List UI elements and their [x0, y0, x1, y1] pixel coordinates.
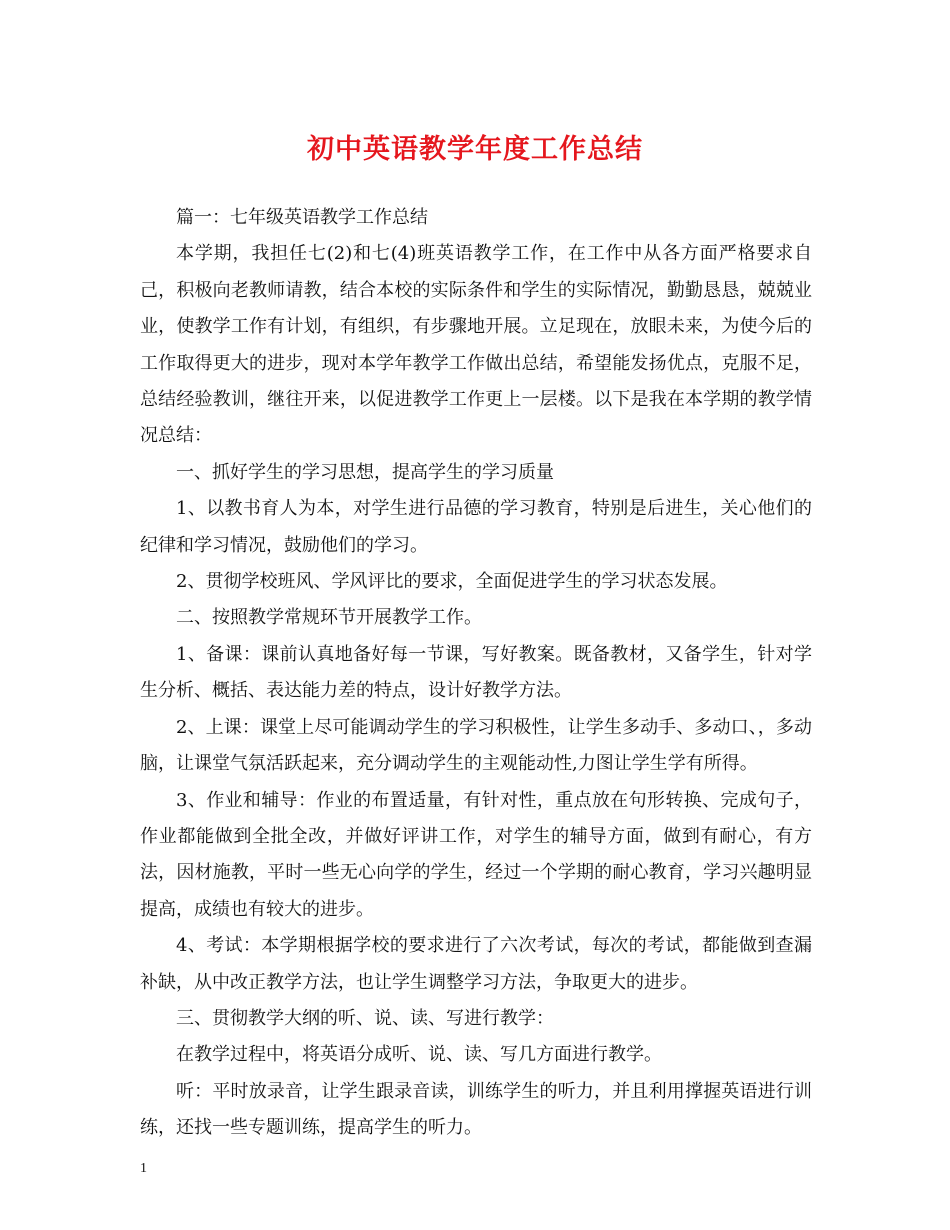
body-paragraph: 二、按照教学常规环节开展教学工作。 [176, 607, 482, 629]
page-number: 1 [140, 1161, 147, 1176]
body-paragraph: 1、以教书育人为本，对学生进行品德的学习教育，特别是后进生，关心他们的纪律和学习情况，鼓励他们的学习。 [140, 498, 812, 556]
body-paragraph: 2、上课：课堂上尽可能调动学生的学习积极性，让学生多动手、多动口、，多动脑，让课堂气氛活跃起来，充分调动学生的主观能动性,力图让学生学有所得。 [140, 716, 812, 775]
body-paragraph: 本学期，我担任七(2)和七(4)班英语教学工作，在工作中从各方面严格要求自己，积极向老教师请教，结合本校的实际条件和学生的实际情况，勤勤恳恳，兢兢业业，使教学工作有计划，有组织，有步骤地开展。立足现在，放眼未来，为使今后的工作取得更大的进步，现对本学年教学工作做出总结，希望能发扬优点，克服不足，总结经验教训，继往开来，以促进教学工作更上一层楼。以下是我在本学期的教学情况总结： [140, 243, 812, 447]
body-paragraph: 一、抓好学生的学习思想，提高学生的学习质量 [176, 461, 554, 483]
body-paragraph: 三、贯彻教学大纲的听、说、读、写进行教学： [176, 1007, 554, 1029]
body-paragraph: 4、考试：本学期根据学校的要求进行了六次考试，每次的考试，都能做到查漏补缺，从中改正教学方法，也让学生调整学习方法，争取更大的进步。 [140, 935, 812, 993]
document-title: 初中英语教学年度工作总结 [307, 134, 643, 165]
body-paragraph: 在教学过程中，将英语分成听、说、读、写几方面进行教学。 [176, 1044, 662, 1066]
body-paragraph: 篇一：七年级英语教学工作总结 [176, 207, 428, 228]
body-paragraph: 2、贯彻学校班风、学风评比的要求，全面促进学生的学习状态发展。 [176, 571, 728, 593]
body-paragraph: 听：平时放录音，让学生跟录音读，训练学生的听力，并且利用撑握英语进行训练，还找一些专题训练，提高学生的听力。 [140, 1080, 812, 1139]
body-paragraph: 1、备课：课前认真地备好每一节课，写好教案。既备教材，又备学生，针对学生分析、概括、表达能力差的特点，设计好教学方法。 [140, 643, 812, 702]
body-paragraph: 3、作业和辅导：作业的布置适量，有针对性，重点放在句形转换、完成句子，作业都能做到全批全改，并做好评讲工作，对学生的辅导方面，做到有耐心，有方法，因材施教，平时一些无心向学的学生，经过一个学期的耐心教育，学习兴趣明显提高，成绩也有较大的进步。 [140, 789, 812, 920]
document-body [140, 200, 812, 1147]
